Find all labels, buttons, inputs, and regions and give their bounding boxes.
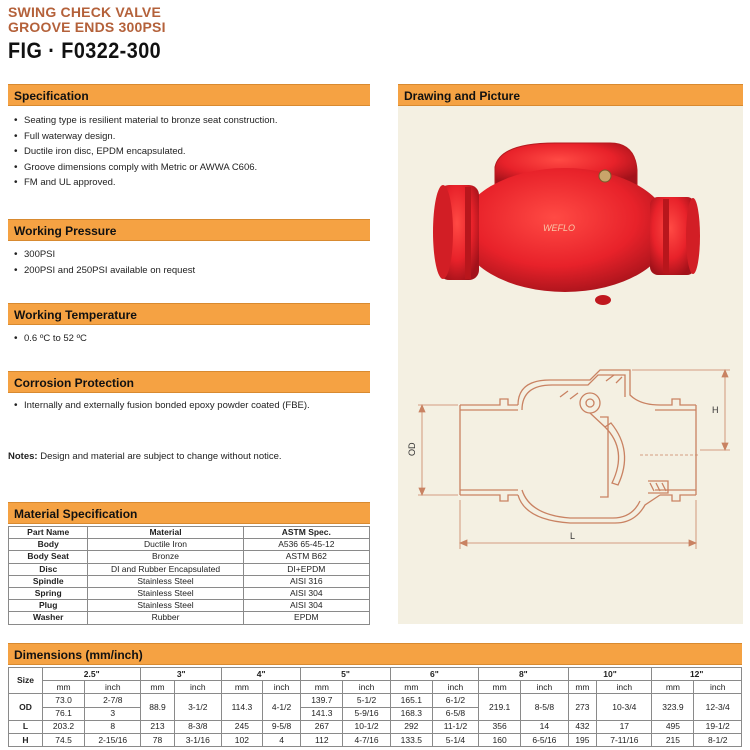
od-label: OD — [9, 694, 43, 720]
table-row — [9, 587, 370, 599]
table-cell: 245 — [221, 720, 262, 733]
table-cell: 3-1/16 — [174, 733, 221, 746]
table-cell: 5-1/4 — [432, 733, 478, 746]
unit-cell: mm — [390, 681, 432, 694]
unit-cell: mm — [479, 681, 521, 694]
unit-cell: mm — [568, 681, 597, 694]
table-cell: 165.1 — [390, 694, 432, 707]
table-cell: 9-5/8 — [262, 720, 300, 733]
corrosion-protection-heading: Corrosion Protection — [8, 371, 370, 393]
figure-number: FIG · F0322-300 — [8, 38, 162, 63]
table-cell: 8 — [85, 720, 141, 733]
table-row — [9, 551, 370, 563]
table-cell: Washer — [9, 612, 88, 624]
table-cell: 11-1/2 — [432, 720, 478, 733]
material-spec-heading: Material Specification — [8, 502, 370, 524]
header-cell: Material — [88, 527, 243, 539]
table-cell: 213 — [141, 720, 174, 733]
table-cell: 323.9 — [652, 694, 694, 720]
notes — [8, 451, 282, 462]
unit-cell: inch — [85, 681, 141, 694]
unit-cell: mm — [43, 681, 85, 694]
table-cell: 112 — [301, 733, 343, 746]
header-cell: Part Name — [9, 527, 88, 539]
table-cell: 10-1/2 — [343, 720, 390, 733]
table-header-row — [9, 527, 370, 539]
list-item: • Full waterway design. — [14, 129, 277, 145]
table-cell: AISI 304 — [243, 587, 369, 599]
header-cell: ASTM Spec. — [243, 527, 369, 539]
table-cell: 5-9/16 — [343, 707, 390, 720]
table-cell: 139.7 — [301, 694, 343, 707]
unit-cell: inch — [174, 681, 221, 694]
table-cell: 267 — [301, 720, 343, 733]
table-cell: 6-5/8 — [432, 707, 478, 720]
table-cell: 168.3 — [390, 707, 432, 720]
unit-cell: inch — [432, 681, 478, 694]
dimension-od-label: OD — [407, 442, 417, 456]
table-row — [9, 612, 370, 624]
unit-cell: mm — [301, 681, 343, 694]
table-cell: 203.2 — [43, 720, 85, 733]
table-cell: 2-7/8 — [85, 694, 141, 707]
unit-cell: inch — [521, 681, 568, 694]
table-row — [9, 720, 742, 733]
list-item: • FM and UL approved. — [14, 175, 277, 191]
table-cell: 215 — [652, 733, 694, 746]
size-cell: 10" — [568, 668, 652, 681]
table-row — [9, 600, 370, 612]
size-cell: 6" — [390, 668, 478, 681]
size-cell: 2.5" — [43, 668, 141, 681]
table-cell: 10-3/4 — [597, 694, 652, 720]
table-cell: 133.5 — [390, 733, 432, 746]
table-cell: Stainless Steel — [88, 600, 243, 612]
table-cell: Stainless Steel — [88, 575, 243, 587]
working-pressure-heading: Working Pressure — [8, 219, 370, 241]
working-temperature-heading: Working Temperature — [8, 303, 370, 325]
brand-logo: WEFLO — [543, 223, 576, 233]
unit-cell: inch — [343, 681, 390, 694]
specification-list — [14, 113, 277, 191]
table-cell: 5-1/2 — [343, 694, 390, 707]
table-cell: DI+EPDM — [243, 563, 369, 575]
table-cell: 219.1 — [479, 694, 521, 720]
list-item: • 200PSI and 250PSI available on request — [14, 263, 195, 279]
table-row — [9, 575, 370, 587]
list-item: • Seating type is resilient material to bronze seat construction. — [14, 113, 277, 129]
table-cell: 74.5 — [43, 733, 85, 746]
table-cell: Ductile Iron — [88, 539, 243, 551]
table-row — [9, 681, 742, 694]
dimension-l-label: L — [570, 531, 576, 541]
table-cell: 4-7/16 — [343, 733, 390, 746]
table-cell: 495 — [652, 720, 694, 733]
table-cell: 356 — [479, 720, 521, 733]
table-cell: A536 65-45-12 — [243, 539, 369, 551]
list-item: • Ductile iron disc, EPDM encapsulated. — [14, 144, 277, 160]
table-cell: Plug — [9, 600, 88, 612]
table-cell: EPDM — [243, 612, 369, 624]
corrosion-protection-list — [14, 398, 310, 414]
table-cell: AISI 316 — [243, 575, 369, 587]
table-row — [9, 733, 742, 746]
valve-cross-section-drawing — [400, 355, 740, 555]
table-cell: Rubber — [88, 612, 243, 624]
table-cell: 17 — [597, 720, 652, 733]
list-item: • 0.6 ºC to 52 ºC — [14, 331, 87, 347]
notes-label: Notes: — [8, 451, 38, 462]
table-cell: Stainless Steel — [88, 587, 243, 599]
table-cell: Body — [9, 539, 88, 551]
material-spec-table — [8, 526, 370, 625]
table-row — [9, 694, 742, 707]
working-temperature-list — [14, 331, 87, 347]
table-cell: 6-1/2 — [432, 694, 478, 707]
valve-photo — [425, 125, 715, 320]
product-subtitle: GROOVE ENDS 300PSI — [8, 19, 166, 35]
table-cell: Bronze — [88, 551, 243, 563]
table-cell: 73.0 — [43, 694, 85, 707]
table-cell: ASTM B62 — [243, 551, 369, 563]
table-cell: 102 — [221, 733, 262, 746]
unit-cell: inch — [262, 681, 300, 694]
unit-cell: mm — [141, 681, 174, 694]
table-row — [9, 539, 370, 551]
l-label: L — [9, 720, 43, 733]
table-cell: 432 — [568, 720, 597, 733]
table-cell: 12-3/4 — [694, 694, 742, 720]
table-cell: Spring — [9, 587, 88, 599]
table-cell: 141.3 — [301, 707, 343, 720]
h-label: H — [9, 733, 43, 746]
table-cell: 19-1/2 — [694, 720, 742, 733]
table-cell: 88.9 — [141, 694, 174, 720]
table-cell: Disc — [9, 563, 88, 575]
working-pressure-list — [14, 247, 195, 278]
table-cell: 76.1 — [43, 707, 85, 720]
table-cell: 292 — [390, 720, 432, 733]
table-cell: 273 — [568, 694, 597, 720]
size-label: Size — [9, 668, 43, 694]
table-cell: 3-1/2 — [174, 694, 221, 720]
table-cell: 8-3/8 — [174, 720, 221, 733]
table-cell: 195 — [568, 733, 597, 746]
product-title: SWING CHECK VALVE — [8, 4, 161, 20]
unit-cell: inch — [597, 681, 652, 694]
unit-cell: mm — [652, 681, 694, 694]
table-cell: AISI 304 — [243, 600, 369, 612]
table-cell: 114.3 — [221, 694, 262, 720]
table-row — [9, 563, 370, 575]
table-cell: Body Seat — [9, 551, 88, 563]
size-cell: 4" — [221, 668, 300, 681]
specification-heading: Specification — [8, 84, 370, 106]
dimensions-heading: Dimensions (mm/inch) — [8, 643, 742, 665]
list-item: • Groove dimensions comply with Metric or AWWA C606. — [14, 160, 277, 176]
table-cell: 8-1/2 — [694, 733, 742, 746]
unit-cell: inch — [694, 681, 742, 694]
size-cell: 8" — [479, 668, 568, 681]
table-cell: 8-5/8 — [521, 694, 568, 720]
size-cell: 3" — [141, 668, 222, 681]
dimension-h-label: H — [712, 405, 719, 415]
table-cell: 14 — [521, 720, 568, 733]
table-cell: 7-11/16 — [597, 733, 652, 746]
list-item: • 300PSI — [14, 247, 195, 263]
table-cell: 4-1/2 — [262, 694, 300, 720]
list-item: • Internally and externally fusion bonded epoxy powder coated (FBE). — [14, 398, 310, 414]
table-cell: Spindle — [9, 575, 88, 587]
size-cell: 12" — [652, 668, 742, 681]
table-cell: 2-15/16 — [85, 733, 141, 746]
size-cell: 5" — [301, 668, 390, 681]
table-cell: 4 — [262, 733, 300, 746]
table-cell: 78 — [141, 733, 174, 746]
notes-text: Design and material are subject to change without notice. — [37, 451, 282, 462]
table-cell: 6-5/16 — [521, 733, 568, 746]
table-cell: 160 — [479, 733, 521, 746]
table-cell: DI and Rubber Encapsulated — [88, 563, 243, 575]
table-row — [9, 668, 742, 681]
drawing-heading: Drawing and Picture — [398, 84, 743, 106]
table-cell: 3 — [85, 707, 141, 720]
dimensions-table — [8, 667, 742, 747]
unit-cell: mm — [221, 681, 262, 694]
